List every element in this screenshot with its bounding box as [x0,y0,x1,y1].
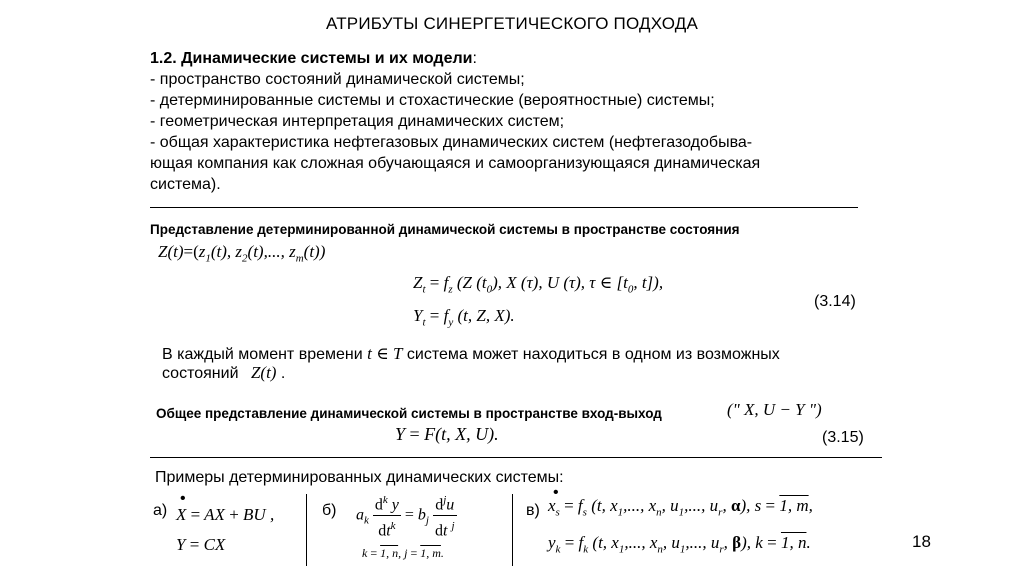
output-equation: $Y_t = f_y$ (t, Z, X). [413,306,515,329]
io-equation: Y = F(t, X, U). [395,424,499,444]
section-item-2: - детерминированные системы и стохастические (вероятностные) системы; [150,92,715,109]
example-a-eq1: X = AX + BU , [176,505,275,524]
example-b-eq: $a_k$ $\frac{d^k y}{dt^k}$ = $b_j$ $\frac{d^ju}{dt ^j}$ [356,490,457,542]
example-a-eq2: Y = CX [176,535,226,554]
state-sentence-line2 [162,362,285,384]
state-sentence-part2: система может находиться в одном из возможных [406,346,780,363]
fraction-dky-dtk: $\frac{d^k y}{dt^k}$ [373,490,401,542]
io-divider [150,457,882,458]
eq-number-3-14: (3.14) [814,293,856,310]
section-block [150,48,890,195]
state-sentence-part1: В каждый момент времени [162,346,363,363]
time-membership-formula: t ∈ T [367,344,403,363]
examples-divider-1 [306,494,307,566]
eq-number-3-15: (3.15) [822,429,864,446]
derivative-dot-c: • [553,484,559,501]
section-divider [150,207,858,208]
state-sentence-part4: . [280,365,286,382]
state-space-heading: Представление детерминированной динамической системы в пространстве состояния [150,222,740,237]
slide-title: АТРИБУТЫ СИНЕРГЕТИЧЕСКОГО ПОДХОДА [325,14,698,33]
page-number: 18 [912,532,931,551]
section-heading [150,48,890,69]
example-a-label: а) [153,502,168,519]
example-c-eq2: $y_k = f_k$ (t, $x_1$,..., $x_n$, $u_1$,..., $u_r$, β), k = 1, n. [548,533,811,556]
section-heading-colon: : [472,50,477,67]
section-heading-text: 1.2. Динамические системы и их модели [150,50,473,67]
fraction-dju-dtj: $\frac{d^ju}{dt ^j}$ [433,490,457,542]
section-item-5: ющая компания как сложная обучающаяся и самоорганизующаяся динамическая [150,155,761,172]
io-heading: Общее представление динамической системы в пространстве вход-выход [156,406,662,421]
section-item-3: - геометрическая интерпретация динамических систем; [150,113,565,130]
example-c-label: в) [526,502,540,519]
derivative-dot: • [180,490,186,507]
state-sentence-part3: состояний [162,365,239,382]
io-label-formula: (" X, U − Y ") [727,400,822,419]
examples-divider-2 [512,494,513,566]
state-equation: $Z_t = f_z$ (Z $(t_0)$, X (τ), U (τ), τ ∈ [$t_0$, t]), [413,273,664,296]
examples-heading: Примеры детерминированных динамических системы: [155,469,564,486]
section-item-4: - общая характеристика нефтегазовых динамических систем (нефтегазодобыва- [150,134,753,151]
section-item-6: система). [150,176,221,193]
example-b-indices: k = 1, n, j = 1, m. [362,546,444,560]
example-b-label: б) [322,502,337,519]
example-c-eq1: $x_s = f_s$ (t, $x_1$,..., $x_n$, $u_1$,..., $u_r$, α), s = 1, m, [548,496,813,519]
section-item-1: - пространство состояний динамической системы; [150,71,525,88]
state-vector-formula: $Z(t)=(z_1(t)$, $z_2(t)$,..., $z_m(t)$) [158,242,326,265]
state-z-formula: Z(t) [250,363,277,382]
